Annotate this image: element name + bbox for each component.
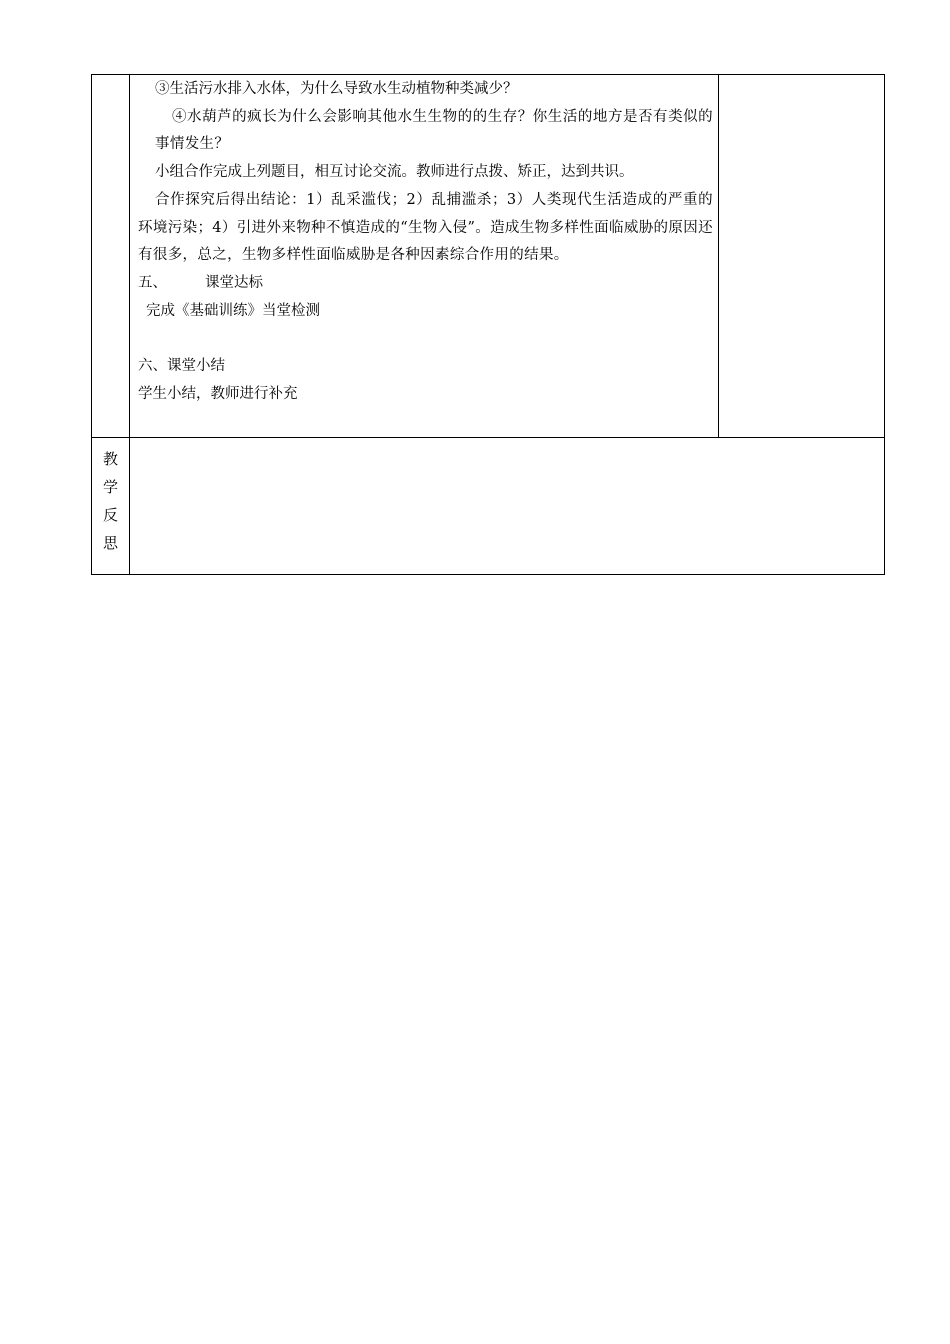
question-3: ③生活污水排入水体，为什么导致水生动植物种类减少？ (155, 81, 518, 97)
reflection-label-char: 教 (102, 450, 118, 468)
table-right-column-divider (718, 74, 719, 438)
section-5-number: 五、 (138, 274, 167, 291)
question-4: ④水葫芦的疯长为什么会影响其他水生生物的的生存？你生活的地方是否有类似的事情发生？ (155, 108, 713, 153)
reflection-label-char: 学 (102, 478, 118, 496)
section-6-heading: 六、课堂小结 (138, 358, 225, 375)
reflection-label-char: 思 (102, 534, 118, 552)
section-5-heading (138, 270, 713, 298)
teaching-reflection-label (92, 445, 129, 557)
section-5-title: 课堂达标 (205, 274, 263, 291)
section-6-body: 学生小结，教师进行补充 (138, 385, 298, 402)
table-row-divider (91, 437, 885, 438)
conclusion-text: 合作探究后得出结论：1）乱采滥伐；2）乱捕滥杀；3）人类现代生活造成的严重的环境污染；4）引进外来物种不慎造成的“生物入侵”。造成生物多样性面临威胁的原因还有很多，总之，生物多样性面临威胁是各种因素综合作用的结果。 (138, 191, 713, 264)
section-5-body: 完成《基础训练》当堂检测 (146, 302, 320, 319)
table-left-column-divider (129, 74, 130, 575)
lesson-content-cell (138, 76, 713, 408)
teaching-reflection-body (134, 442, 879, 570)
reflection-label-char: 反 (102, 506, 118, 524)
group-work-text: 小组合作完成上列题目，相互讨论交流。教师进行点拨、矫正，达到共识。 (155, 164, 634, 181)
blank-line (138, 325, 713, 353)
